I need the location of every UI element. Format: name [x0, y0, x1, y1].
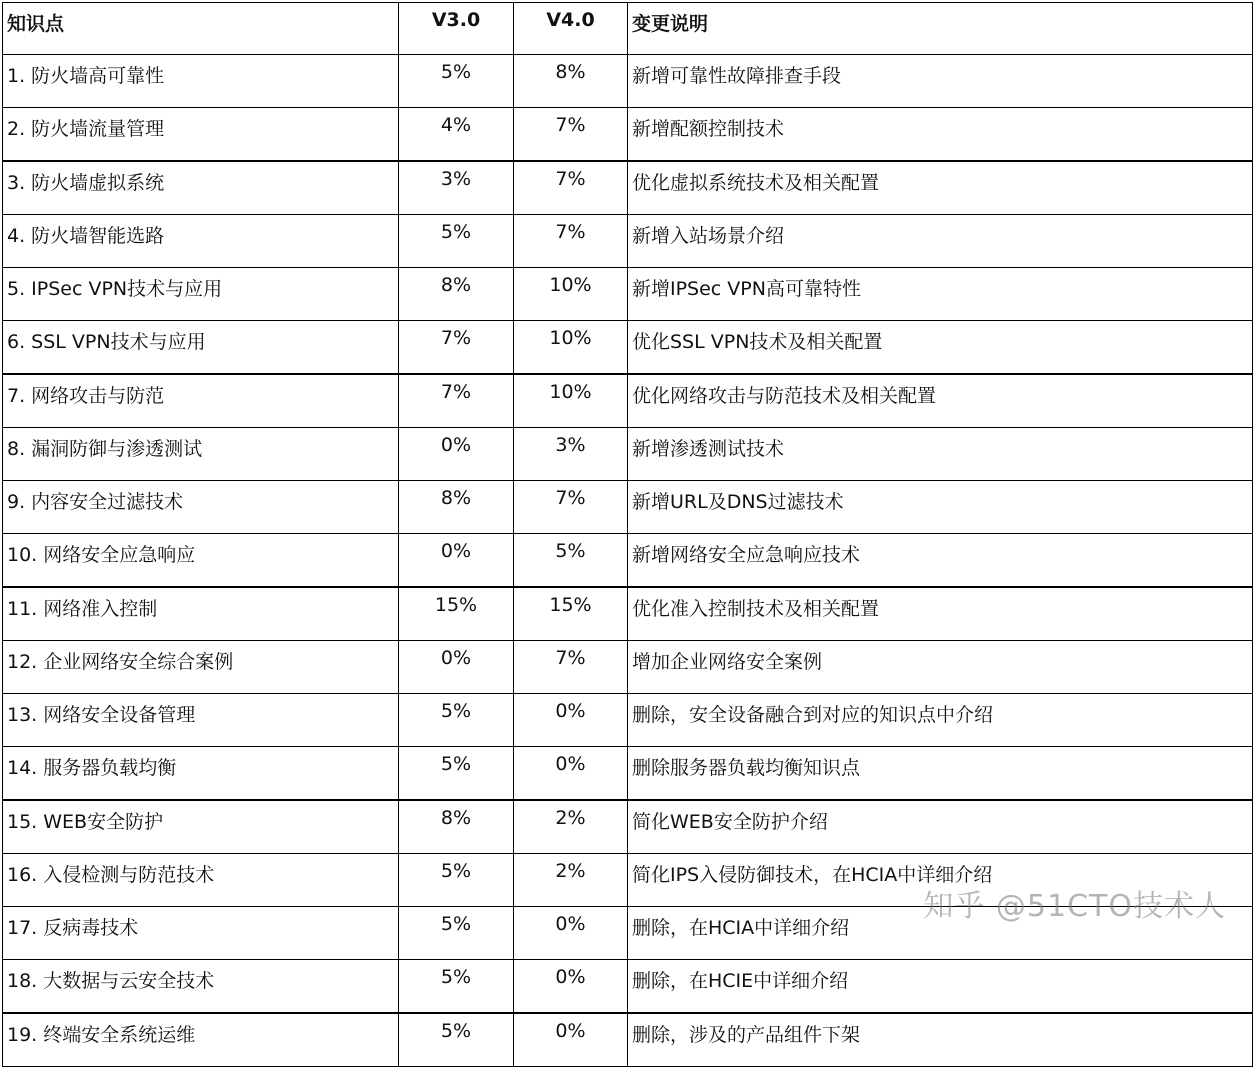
cell-v3: 7% [399, 374, 514, 428]
cell-v4: 10% [514, 268, 628, 321]
table-row [3, 960, 1253, 1014]
cell-v4: 0% [514, 694, 628, 747]
table-row [3, 215, 1253, 268]
cell-v3: 5% [399, 1013, 514, 1067]
cell-v4: 0% [514, 960, 628, 1014]
cell-v3: 5% [399, 215, 514, 268]
cell-change-note: 优化网络攻击与防范技术及相关配置 [628, 374, 1253, 428]
cell-v3: 7% [399, 321, 514, 375]
cell-v3: 15% [399, 587, 514, 641]
cell-change-note: 简化WEB安全防护介绍 [628, 800, 1253, 854]
header-v4: V4.0 [514, 3, 628, 55]
cell-topic: 2. 防火墙流量管理 [3, 108, 399, 162]
cell-topic: 17. 反病毒技术 [3, 907, 399, 960]
table-row [3, 268, 1253, 321]
cell-v4: 5% [514, 534, 628, 588]
cell-change-note: 新增渗透测试技术 [628, 428, 1253, 481]
cell-topic: 11. 网络准入控制 [3, 587, 399, 641]
cell-v3: 5% [399, 55, 514, 108]
table-row [3, 108, 1253, 162]
cell-topic: 14. 服务器负载均衡 [3, 747, 399, 801]
cell-topic: 5. IPSec VPN技术与应用 [3, 268, 399, 321]
cell-topic: 6. SSL VPN技术与应用 [3, 321, 399, 375]
cell-change-note: 删除，在HCIA中详细介绍 [628, 907, 1253, 960]
cell-topic: 4. 防火墙智能选路 [3, 215, 399, 268]
cell-change-note: 新增入站场景介绍 [628, 215, 1253, 268]
cell-v4: 2% [514, 800, 628, 854]
cell-v4: 0% [514, 907, 628, 960]
cell-v4: 7% [514, 161, 628, 215]
header-row [3, 3, 1253, 55]
cell-v4: 8% [514, 55, 628, 108]
table-row [3, 428, 1253, 481]
cell-change-note: 优化虚拟系统技术及相关配置 [628, 161, 1253, 215]
cell-v3: 0% [399, 641, 514, 694]
table-row [3, 747, 1253, 801]
cell-v3: 8% [399, 800, 514, 854]
cell-topic: 16. 入侵检测与防范技术 [3, 854, 399, 907]
cell-change-note: 简化IPS入侵防御技术，在HCIA中详细介绍 [628, 854, 1253, 907]
cell-change-note: 新增IPSec VPN高可靠特性 [628, 268, 1253, 321]
table-row [3, 694, 1253, 747]
cell-v3: 8% [399, 481, 514, 534]
cell-v4: 15% [514, 587, 628, 641]
cell-change-note: 删除，在HCIE中详细介绍 [628, 960, 1253, 1014]
cell-topic: 12. 企业网络安全综合案例 [3, 641, 399, 694]
cell-v3: 4% [399, 108, 514, 162]
cell-v3: 8% [399, 268, 514, 321]
table-row [3, 534, 1253, 588]
table-row [3, 1013, 1253, 1067]
cell-v4: 0% [514, 1013, 628, 1067]
cell-topic: 8. 漏洞防御与渗透测试 [3, 428, 399, 481]
cell-v4: 3% [514, 428, 628, 481]
table-row [3, 374, 1253, 428]
watermark: 知乎 @51CTO技术人 [923, 889, 1226, 924]
cell-change-note: 删除服务器负载均衡知识点 [628, 747, 1253, 801]
cell-v4: 7% [514, 481, 628, 534]
cell-v3: 0% [399, 534, 514, 588]
cell-topic: 9. 内容安全过滤技术 [3, 481, 399, 534]
cell-change-note: 增加企业网络安全案例 [628, 641, 1253, 694]
cell-topic: 1. 防火墙高可靠性 [3, 55, 399, 108]
cell-v3: 0% [399, 428, 514, 481]
header-v3: V3.0 [399, 3, 514, 55]
cell-change-note: 新增网络安全应急响应技术 [628, 534, 1253, 588]
cell-topic: 19. 终端安全系统运维 [3, 1013, 399, 1067]
table-row [3, 800, 1253, 854]
cell-topic: 13. 网络安全设备管理 [3, 694, 399, 747]
cell-v3: 3% [399, 161, 514, 215]
cell-v3: 5% [399, 960, 514, 1014]
cell-change-note: 删除，涉及的产品组件下架 [628, 1013, 1253, 1067]
table-row [3, 161, 1253, 215]
table-row [3, 321, 1253, 375]
cell-v4: 10% [514, 321, 628, 375]
table-row [3, 587, 1253, 641]
cell-v4: 2% [514, 854, 628, 907]
cell-topic: 3. 防火墙虚拟系统 [3, 161, 399, 215]
cell-v4: 10% [514, 374, 628, 428]
cell-topic: 10. 网络安全应急响应 [3, 534, 399, 588]
cell-v3: 5% [399, 907, 514, 960]
cell-v4: 0% [514, 747, 628, 801]
cell-v4: 7% [514, 215, 628, 268]
cell-v3: 5% [399, 694, 514, 747]
header-topic: 知识点 [3, 3, 399, 55]
header-change-note: 变更说明 [628, 3, 1253, 55]
table-row [3, 481, 1253, 534]
cell-topic: 18. 大数据与云安全技术 [3, 960, 399, 1014]
cell-change-note: 删除，安全设备融合到对应的知识点中介绍 [628, 694, 1253, 747]
cell-v3: 5% [399, 747, 514, 801]
table-row [3, 641, 1253, 694]
cell-change-note: 新增可靠性故障排查手段 [628, 55, 1253, 108]
cell-change-note: 新增配额控制技术 [628, 108, 1253, 162]
cell-v4: 7% [514, 108, 628, 162]
cell-change-note: 优化SSL VPN技术及相关配置 [628, 321, 1253, 375]
cell-change-note: 优化准入控制技术及相关配置 [628, 587, 1253, 641]
cell-change-note: 新增URL及DNS过滤技术 [628, 481, 1253, 534]
cell-v3: 5% [399, 854, 514, 907]
cell-v4: 7% [514, 641, 628, 694]
table-row [3, 55, 1253, 108]
cell-topic: 15. WEB安全防护 [3, 800, 399, 854]
cell-topic: 7. 网络攻击与防范 [3, 374, 399, 428]
